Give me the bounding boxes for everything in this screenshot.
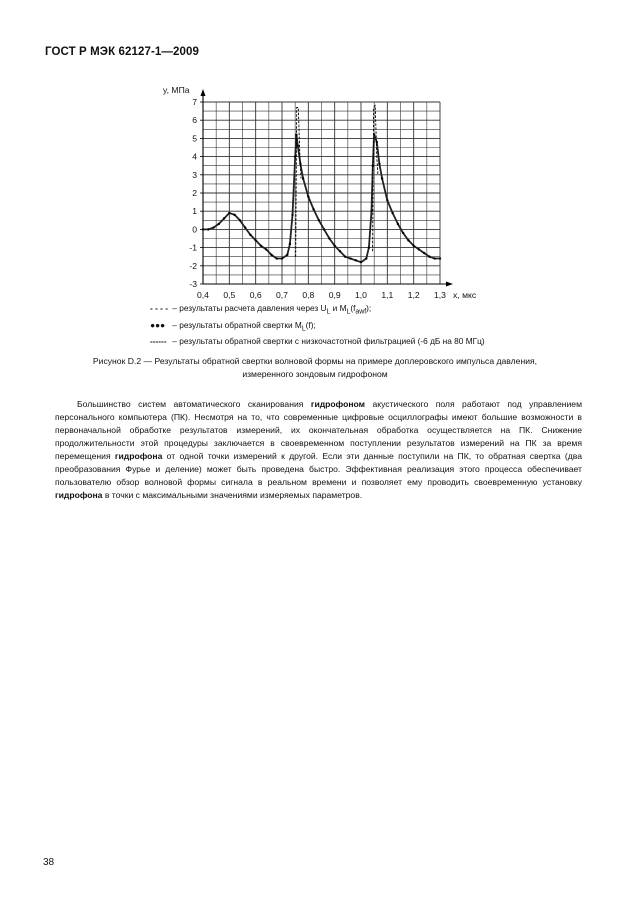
y-tick-label: -3: [189, 279, 197, 289]
x-axis-title: x, мкс: [453, 290, 477, 300]
x-tick-label: 1,0: [355, 290, 367, 300]
data-point: [418, 248, 420, 250]
y-tick-label: -2: [189, 260, 197, 271]
y-tick-label: 5: [192, 133, 197, 144]
legend-item-dashed: - - - - – результаты расчета давления через $U_L$ и $M_L(f_{awf})$;: [150, 303, 372, 316]
caption-line-2: измеренного зондовым гидрофоном: [242, 369, 388, 379]
data-point: [270, 254, 272, 256]
data-point: [339, 250, 341, 252]
data-point: [218, 223, 220, 225]
figure-caption: [55, 355, 575, 381]
data-point: [434, 257, 436, 259]
data-point: [370, 210, 372, 212]
data-point: [228, 212, 230, 214]
x-axis-arrow: [446, 282, 453, 287]
x-tick-label: 0,7: [276, 290, 288, 300]
x-tick-label: 1,2: [407, 290, 420, 300]
data-point: [302, 177, 304, 179]
y-tick-label: 7: [192, 97, 197, 107]
legend-symbol-dashed: - - - -: [150, 303, 168, 313]
data-point: [378, 163, 380, 165]
data-point: [233, 214, 235, 216]
data-point: [391, 212, 393, 214]
chart: [140, 78, 500, 300]
data-point: [381, 177, 383, 179]
data-point: [333, 245, 335, 247]
data-point: [291, 214, 293, 216]
data-point: [260, 245, 262, 247]
x-tick-label: 0,9: [328, 290, 341, 300]
legend-item-dotted: ●●● – результаты обратной свертки $M_L(f)$;: [150, 319, 316, 333]
data-point: [355, 259, 357, 261]
y-axis-title: y, МПа: [163, 85, 190, 95]
data-point: [239, 219, 241, 221]
data-point: [207, 228, 209, 230]
data-point: [318, 219, 320, 221]
data-point: [289, 243, 291, 245]
series-pressure-calculation-peak: [296, 108, 301, 257]
data-point: [407, 239, 409, 241]
document-header: ГОСТ Р МЭК 62127-1—2009: [45, 46, 199, 58]
x-tick-label: 0,8: [302, 290, 315, 300]
data-point: [307, 195, 309, 197]
data-point: [402, 232, 404, 234]
data-point: [368, 246, 370, 248]
data-point: [281, 257, 283, 259]
data-point: [328, 237, 330, 239]
data-point: [386, 199, 388, 201]
data-point: [412, 245, 414, 247]
data-point: [312, 208, 314, 210]
data-point: [265, 248, 267, 250]
data-point: [254, 239, 256, 241]
data-point: [428, 256, 430, 258]
x-tick-label: 1,3: [434, 290, 446, 300]
y-tick-label: 0: [192, 224, 197, 235]
data-point: [344, 256, 346, 258]
data-point: [397, 223, 399, 225]
y-tick-label: 6: [192, 115, 197, 126]
data-point: [202, 228, 204, 230]
chart-legend: [150, 302, 485, 348]
legend-symbol-dotted: ●●●: [150, 319, 166, 330]
y-tick-label: 2: [192, 188, 197, 198]
data-point: [249, 234, 251, 236]
data-point: [286, 254, 288, 256]
data-point: [276, 257, 278, 259]
y-tick-label: 4: [192, 151, 197, 162]
x-tick-label: 1,1: [381, 290, 394, 300]
data-point: [439, 257, 441, 259]
x-tick-label: 0,5: [223, 290, 236, 300]
data-point: [349, 257, 351, 259]
legend-symbol-filtered: ------: [150, 336, 167, 347]
y-tick-label: 3: [192, 169, 197, 180]
x-tick-label: 0,6: [249, 290, 262, 300]
y-axis-arrow: [201, 89, 206, 96]
body-paragraph: Большинство систем автоматического сканирования гидрофоном акустического поля работают под управлением персонального компьютера (ПК). Несмотря на то, что современные цифровые осциллографы имеют большие возможности в первоначальной обработке результатов измерений, их окончательная обработка осуществляется на ПК. Снижение продолжительности этой процедуры заключается в своевременном поступлении результатов измерений на ПК за время перемещения гидрофона от одной точки измерений к другой. Если эти данные поступили на ПК, то обратная свертка (два преобразования Фурье и деление) может быть проведена быстро. Эффективная реализация этого процесса обеспечивает пользователю обзор волновой формы сигнала в реальном времени и позволяет ему проводить своевременную установку гидрофона в точки с максимальными значениями измеряемых параметров.: [55, 399, 582, 500]
data-point: [323, 228, 325, 230]
y-tick-label: 1: [192, 206, 197, 217]
data-point: [360, 261, 362, 263]
page-number: 38: [43, 857, 55, 868]
data-point: [212, 226, 214, 228]
chart-grid: [203, 102, 440, 284]
chart-labels: [163, 85, 477, 300]
data-point: [365, 257, 367, 259]
data-point: [423, 252, 425, 254]
data-point: [297, 144, 299, 146]
data-point: [223, 217, 225, 219]
y-tick-label: -1: [189, 242, 197, 253]
data-point: [244, 226, 246, 228]
x-tick-label: 0,4: [197, 290, 209, 300]
caption-line-1: Рисунок D.2 — Результаты обратной свертки волновой формы на примере доплеровского импульса давления,: [92, 356, 538, 366]
legend-item-filtered: ------ – результаты обратной свертки с низкочастотной фильтрацией (-6 дБ на 80 МГц): [150, 336, 485, 347]
